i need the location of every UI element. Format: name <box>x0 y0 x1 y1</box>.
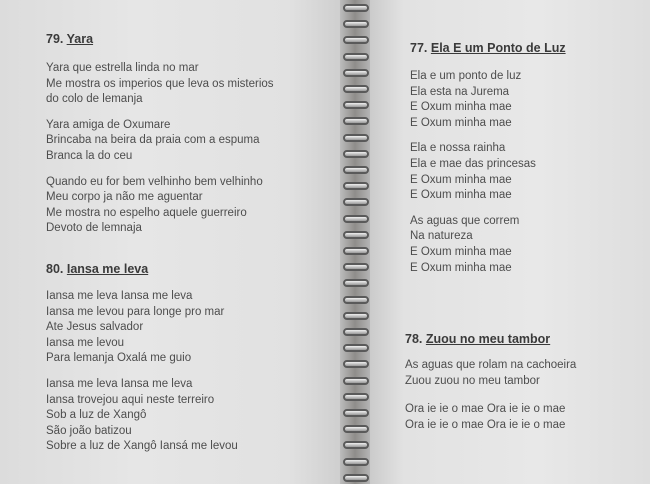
song-title: 78. Zuou no meu tambor <box>405 332 551 346</box>
stanza: Ora ie ie o mae Ora ie ie o mae Ora ie ie o mae Ora ie ie o mae <box>405 403 566 431</box>
binding-ring <box>343 182 369 190</box>
binding-ring <box>343 377 369 385</box>
binding-ring <box>343 263 369 271</box>
binding-ring <box>343 328 369 336</box>
binding-ring <box>343 458 369 466</box>
song-title: 79. Yara <box>46 32 94 46</box>
song-77 <box>410 40 566 276</box>
binding-ring <box>343 409 369 417</box>
binding-ring <box>343 85 369 93</box>
stanza: Yara que estrella linda no mar Me mostra os imperios que leva os misterios do colo de lemanja <box>46 62 274 106</box>
binding-ring <box>343 117 369 125</box>
stanza: Iansa me leva Iansa me leva Iansa me levou para longe pro mar Ate Jesus salvador Iansa me levou Para lemanja Oxalá me guio <box>46 290 225 365</box>
song-79 <box>46 31 274 237</box>
binding-ring <box>343 474 369 482</box>
binding-ring <box>343 425 369 433</box>
binding-ring <box>343 134 369 142</box>
binding-ring <box>343 4 369 12</box>
binding-ring <box>343 344 369 352</box>
binding-ring <box>343 20 369 28</box>
binding-ring <box>343 231 369 239</box>
binding-ring <box>343 101 369 109</box>
song-title: 77. Ela E um Ponto de Luz <box>410 41 566 55</box>
binding-ring <box>343 441 369 449</box>
binding-ring <box>343 36 369 44</box>
binding-ring <box>343 215 369 223</box>
binding-ring <box>343 166 369 174</box>
stanza: Ela e um ponto de luz Ela esta na Jurema E Oxum minha mae E Oxum minha mae <box>410 70 522 129</box>
binding-ring <box>343 393 369 401</box>
stanza: As aguas que correm Na natureza E Oxum minha mae E Oxum minha mae <box>410 214 520 274</box>
binding-ring <box>343 360 369 368</box>
song-title: 80. Iansa me leva <box>46 262 149 276</box>
binding-ring <box>343 53 369 61</box>
stanza: Quando eu for bem velhinho bem velhinho Meu corpo ja não me aguentar Me mostra no espelho aquele guerreiro Devoto de lemnaja <box>46 175 263 235</box>
binding-ring <box>343 69 369 77</box>
song-78 <box>405 331 576 433</box>
binding-ring <box>343 312 369 320</box>
binding-ring <box>343 247 369 255</box>
binding-ring <box>343 198 369 206</box>
binding-ring <box>343 279 369 287</box>
stanza: Ela e nossa rainha Ela e mae das princesas E Oxum minha mae E Oxum minha mae <box>410 142 536 202</box>
stanza: Yara amiga de Oxumare Brincaba na beira da praia com a espuma Branca la do ceu <box>46 118 260 162</box>
binding-ring <box>343 150 369 158</box>
stanza: Iansa me leva Iansa me leva Iansa trovejou aqui neste terreiro Sob a luz de Xangô São joão batizou Sobre a luz de Xangô Iansá me levou <box>46 377 238 453</box>
stanza: As aguas que rolam na cachoeira Zuou zuou no meu tambor <box>405 359 577 387</box>
song-80 <box>46 261 238 455</box>
binding-ring <box>343 296 369 304</box>
